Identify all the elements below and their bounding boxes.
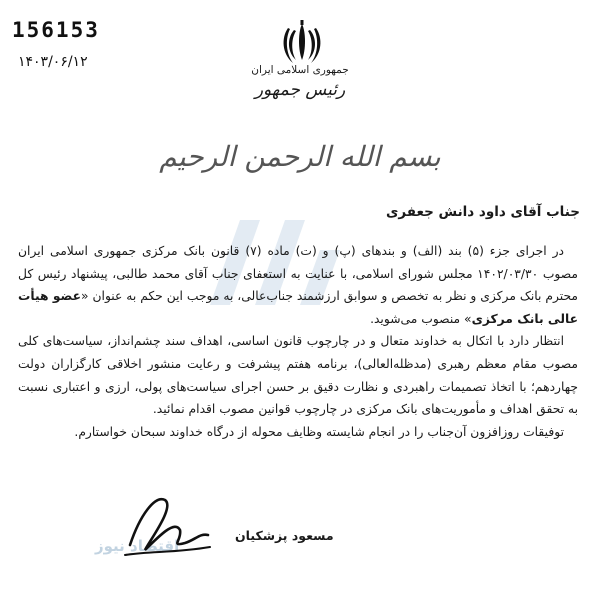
- appointed-position: عضو هیأت عالی بانک مرکزی: [18, 289, 578, 326]
- watermark-text: اقتصاد نیوز: [95, 537, 180, 555]
- document-date: ۱۴۰۳/۰۶/۱۲: [18, 54, 88, 70]
- bismillah-calligraphy: بسم الله الرحمن الرحیم: [159, 140, 441, 173]
- paragraph-closing: توفیقات روزافزون آن‌جناب را در انجام شایسته وظایف محوله از درگاه خداوند سبحان خواستارم.: [74, 424, 564, 439]
- document-number: 156153: [12, 18, 100, 42]
- signature-icon: [120, 485, 215, 565]
- paragraph-appointment: در اجرای جزء (۵) بند (الف) و بندهای (پ) و (ت) ماده (۷) قانون بانک مرکزی جمهوری اسلامی ایران مصوب ۱۴۰۲/۰۳/۳۰ مجلس شورای اسلامی، با عنایت به استعفای جناب آقای محمد طالبی، پیشنهاد رئیس کل محترم بانک مرکزی و نظر به تخصص و سوابق ارزشمند جناب‌عالی، به موجب این حکم به عنوان «عضو هیأت عالی بانک مرکزی» منصوب می‌شوید.: [18, 244, 578, 326]
- letter-body: [18, 240, 578, 443]
- office-title: رئیس جمهور: [254, 80, 346, 100]
- signer-name: مسعود پزشکیان: [235, 528, 334, 543]
- recipient-line: جناب آقای داود دانش جعفری: [385, 204, 580, 220]
- iran-emblem-icon: [279, 20, 325, 66]
- paragraph-expectations: انتظار دارد با اتکال به خداوند متعال و در چارچوب قانون اساسی، اهداف سند چشم‌انداز، سیاست‌های کلی مصوب مقام معظم رهبری (مدظله‌العالی)، برنامه هفتم پیشرفت و رعایت منشور اخلاقی کارگزاران دولت چهاردهم؛ با اتخاذ تصمیمات راهبردی و نظارت دقیق بر حسن اجرای سیاست‌های پولی، ارزی و اعتباری نسبت به تحقق اهداف و مأموریت‌های بانک مرکزی در چارچوب قوانین مصوب اقدام نمائید.: [18, 334, 578, 417]
- country-name: جمهوری اسلامی ایران: [251, 64, 349, 76]
